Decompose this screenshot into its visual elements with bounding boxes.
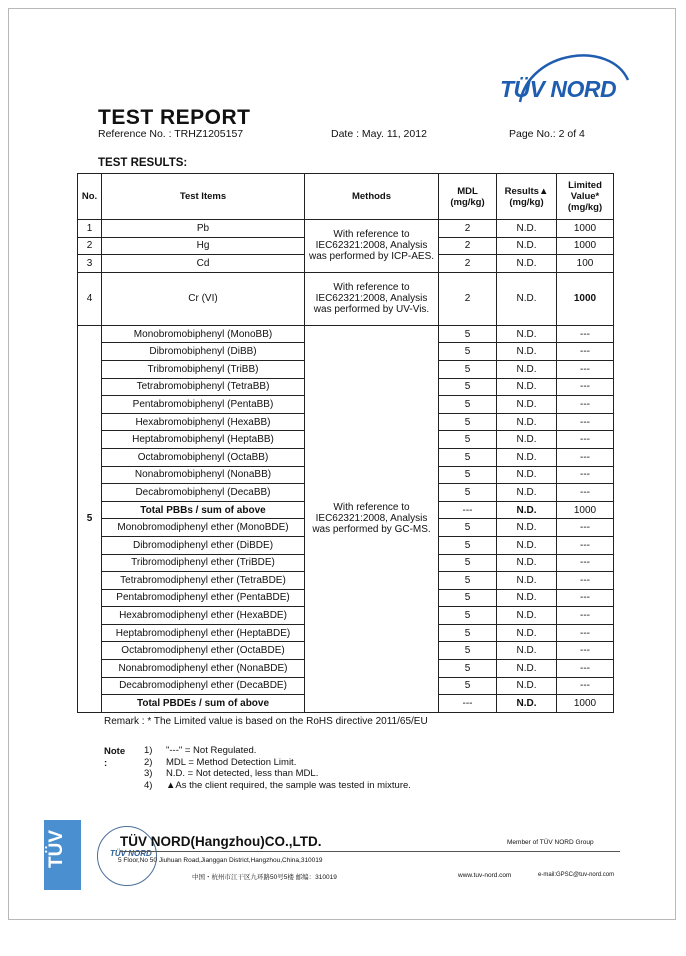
cell-limit: 1000 [557,695,614,713]
cell-mdl: 5 [439,448,497,466]
cell-limit: --- [557,484,614,502]
address-english: 5 Floor,No 50 Jiuhuan Road,Jianggan District,Hangzhou,China,310019 [118,857,323,864]
cell-mdl: 2 [439,255,497,273]
cell-result: N.D. [497,220,557,238]
address-chinese: 中国・杭州市江干区九环路50号5楼 邮编：310019 [192,874,337,881]
cell-limit: 1000 [557,237,614,255]
cell-item: Cd [102,255,305,273]
cell-mdl: 2 [439,220,497,238]
note-item [144,745,411,757]
note-item [144,780,411,792]
cell-result: N.D. [497,272,557,325]
cell-mdl: 5 [439,677,497,695]
website: www.tuv-nord.com [458,872,512,879]
cell-limit: --- [557,554,614,572]
table-header-row [78,174,614,220]
cell-mdl: 5 [439,589,497,607]
cell-result: N.D. [497,448,557,466]
cell-result: N.D. [497,237,557,255]
cell-mdl: 5 [439,466,497,484]
cell-result: N.D. [497,325,557,343]
cell-item: Total PBDEs / sum of above [102,695,305,713]
header-results: Results▲ (mg/kg) [497,174,557,220]
cell-item: Pentabromodiphenyl ether (PentaBDE) [102,589,305,607]
table-row [78,325,614,343]
cell-result: N.D. [497,466,557,484]
report-date: Date : May. 11, 2012 [331,128,427,140]
cell-limit: --- [557,660,614,678]
cell-limit: 1000 [557,501,614,519]
reference-number: Reference No. : TRHZ1205157 [98,128,244,140]
cell-item: Monobromodiphenyl ether (MonoBDE) [102,519,305,537]
cell-mdl: 5 [439,642,497,660]
cell-item: Nonabromodiphenyl ether (NonaBDE) [102,660,305,678]
cell-item: Decabromodiphenyl ether (DecaBDE) [102,677,305,695]
cell-mdl: --- [439,501,497,519]
cell-result: N.D. [497,624,557,642]
cell-limit: --- [557,431,614,449]
cell-limit: --- [557,677,614,695]
cell-mdl: 5 [439,325,497,343]
cell-mdl: 5 [439,572,497,590]
cell-item: Octabromodiphenyl ether (OctaBDE) [102,642,305,660]
cell-limit: --- [557,624,614,642]
note-number: 3) [144,768,153,779]
cell-result: N.D. [497,695,557,713]
email: e-mail:GPSC@tuv-nord.com [538,872,615,878]
note-item [144,768,411,780]
seal-text: TÜV NORD [110,849,152,858]
cell-result: N.D. [497,554,557,572]
note-text: MDL = Method Detection Limit. [166,756,297,768]
header-methods: Methods [305,174,439,220]
member-text: Member of TÜV NORD Group [507,839,594,846]
cell-mdl: 5 [439,624,497,642]
cell-item: Tribromobiphenyl (TriBB) [102,360,305,378]
cell-mdl: 2 [439,237,497,255]
report-title: TEST REPORT [98,106,251,129]
cell-item: Tetrabromodiphenyl ether (TetraBDE) [102,572,305,590]
note-text: N.D. = Not detected, less than MDL. [166,768,319,779]
cell-item: Dibromobiphenyl (DiBB) [102,343,305,361]
cell-no: 1 [78,220,102,238]
cell-result: N.D. [497,536,557,554]
cell-result: N.D. [497,343,557,361]
cell-item: Cr (VI) [102,272,305,325]
tuv-vertical-logo [44,820,81,890]
cell-item: Hexabromobiphenyl (HexaBB) [102,413,305,431]
results-heading: TEST RESULTS: [98,157,188,169]
cell-mdl: 5 [439,660,497,678]
cell-mdl: 5 [439,484,497,502]
cell-limit: --- [557,519,614,537]
notes-list [144,745,411,791]
cell-mdl: 5 [439,360,497,378]
note-number: 4) [144,779,153,791]
note-text: ▲As the client required, the sample was tested in mixture. [166,779,411,791]
cell-no: 2 [78,237,102,255]
cell-mdl: 5 [439,378,497,396]
cell-limit: --- [557,572,614,590]
cell-method: With reference to IEC62321:2008, Analysis was performed by UV-Vis. [305,272,439,325]
cell-no: 5 [78,325,102,712]
table-row [78,220,614,238]
cell-result: N.D. [497,607,557,625]
cell-mdl: 5 [439,413,497,431]
footer-divider [120,851,620,852]
cell-limit: --- [557,448,614,466]
cell-limit: 1000 [557,272,614,325]
note-item [144,757,411,769]
cell-item: Dibromodiphenyl ether (DiBDE) [102,536,305,554]
cell-mdl: 2 [439,272,497,325]
notes-label: Note : [104,746,126,769]
cell-item: Decabromobiphenyl (DecaBB) [102,484,305,502]
table-row [78,272,614,325]
cell-result: N.D. [497,255,557,273]
cell-result: N.D. [497,396,557,414]
cell-limit: --- [557,360,614,378]
cell-mdl: --- [439,695,497,713]
note-number: 1) [144,745,153,756]
cell-limit: --- [557,343,614,361]
results-table [77,173,614,713]
cell-limit: --- [557,607,614,625]
cell-item: Octabromobiphenyl (OctaBB) [102,448,305,466]
header-test-items: Test Items [102,174,305,220]
cell-mdl: 5 [439,343,497,361]
cell-result: N.D. [497,378,557,396]
remark: Remark : * The Limited value is based on the RoHS directive 2011/65/EU [104,716,428,727]
cell-result: N.D. [497,677,557,695]
cell-item: Pentabromobiphenyl (PentaBB) [102,396,305,414]
cell-item: Heptabromodiphenyl ether (HeptaBDE) [102,624,305,642]
cell-limit: --- [557,466,614,484]
cell-no: 4 [78,272,102,325]
cell-item: Tetrabromobiphenyl (TetraBB) [102,378,305,396]
cell-item: Hexabromodiphenyl ether (HexaBDE) [102,607,305,625]
cell-result: N.D. [497,484,557,502]
header-limited-value: Limited Value* (mg/kg) [557,174,614,220]
cell-item: Monobromobiphenyl (MonoBB) [102,325,305,343]
tuv-nord-logo: TÜV NORD [500,76,617,102]
header-mdl: MDL (mg/kg) [439,174,497,220]
cell-result: N.D. [497,360,557,378]
page-number: Page No.: 2 of 4 [509,128,585,140]
cell-mdl: 5 [439,607,497,625]
cell-result: N.D. [497,519,557,537]
cell-limit: --- [557,642,614,660]
cell-limit: --- [557,589,614,607]
cell-item: Tribromodiphenyl ether (TriBDE) [102,554,305,572]
cell-result: N.D. [497,660,557,678]
cell-method: With reference to IEC62321:2008, Analysis was performed by GC-MS. [305,325,439,712]
cell-mdl: 5 [439,431,497,449]
note-number: 2) [144,756,153,768]
cell-mdl: 5 [439,536,497,554]
cell-result: N.D. [497,413,557,431]
cell-method: With reference to IEC62321:2008, Analysis was performed by ICP-AES. [305,220,439,273]
cell-result: N.D. [497,572,557,590]
company-name: TÜV NORD(Hangzhou)CO.,LTD. [120,834,322,849]
cell-result: N.D. [497,431,557,449]
cell-mdl: 5 [439,554,497,572]
cell-item: Nonabromobiphenyl (NonaBB) [102,466,305,484]
cell-limit: --- [557,413,614,431]
cell-item: Hg [102,237,305,255]
cell-limit: --- [557,396,614,414]
cell-no: 3 [78,255,102,273]
cell-limit: --- [557,536,614,554]
cell-result: N.D. [497,642,557,660]
cell-limit: --- [557,378,614,396]
cell-mdl: 5 [439,519,497,537]
cell-item: Pb [102,220,305,238]
cell-item: Heptabromobiphenyl (HeptaBB) [102,431,305,449]
cell-result: N.D. [497,589,557,607]
cell-limit: 1000 [557,220,614,238]
cell-limit: --- [557,325,614,343]
cell-result: N.D. [497,501,557,519]
cell-limit: 100 [557,255,614,273]
note-text: "---" = Not Regulated. [166,745,257,756]
table-body [78,220,614,713]
cell-item: Total PBBs / sum of above [102,501,305,519]
cell-mdl: 5 [439,396,497,414]
tuv-vertical-text: TÜV [46,830,67,868]
header-no: No. [78,174,102,220]
